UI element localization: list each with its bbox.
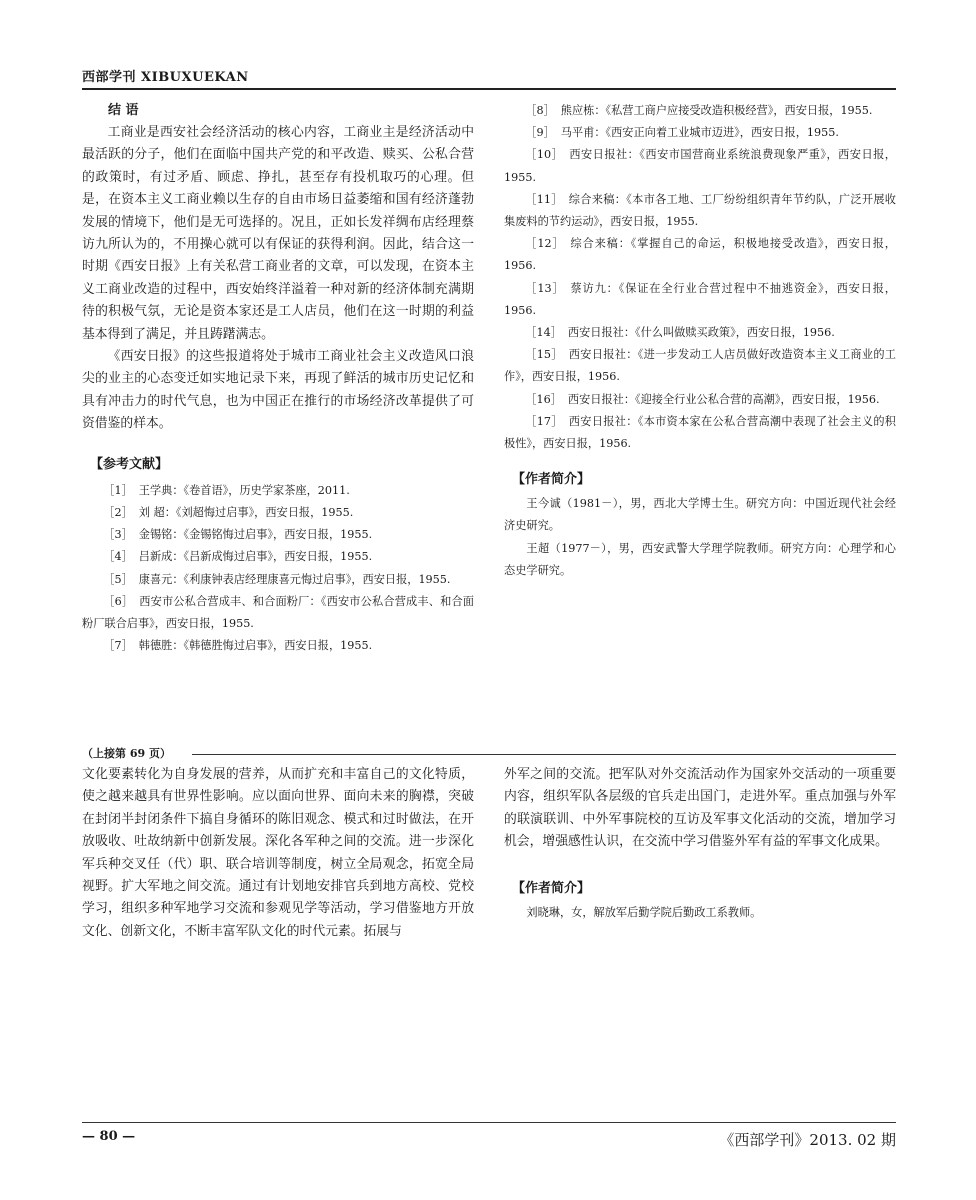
journal-issue: 《西部学刊》2013. 02 期 [719, 1131, 896, 1149]
continued-divider [82, 746, 896, 762]
reference-item: ［1］ 王学典：《卷首语》，历史学家茶座，2011. [103, 483, 350, 497]
author-item: 王超（1977－），男，西安武警大学理学院教师。研究方向：心理学和心态史学研究。 [504, 541, 896, 577]
page-footer [82, 1122, 896, 1153]
reference-item: ［6］ 西安市公私合营成丰、和合面粉厂：《西安市公私合营成丰、和合面粉厂联合启事》，西安日报，1955. [82, 594, 474, 630]
left-column [82, 100, 474, 657]
reference-item: ［8］ 熊应栋：《私营工商户应接受改造积极经营》，西安日报，1955. [525, 104, 873, 117]
continued-left-column [82, 764, 474, 943]
reference-item: ［11］ 综合来稿：《本市各工地、工厂纷纷组织青年节约队，广泛开展收集废料的节约运动》，西安日报，1955. [504, 192, 896, 229]
continued-right-paragraph: 外军之间的交流。把军队对外交流活动作为国家外交活动的一项重要内容，组织军队各层级的官兵走出国门，走进外军。重点加强与外军的联演联训、中外军事院校的互访及军事文化活动的交流，增加学习机会，增强感性认识，在交流中学习借鉴外军有益的军事文化成果。 [504, 767, 896, 850]
conclusion-body [82, 122, 474, 436]
conclusion-paragraph-1: 工商业是西安社会经济活动的核心内容，工商业主是经济活动中最活跃的分子，他们在面临中国共产党的和平改造、赎买、公私合营的政策时，有过矛盾、顾虑、挣扎，甚至存有投机取巧的心理。但是，在资本主义工商业赖以生存的自由市场日益萎缩和国有经济蓬勃发展的情境下，他们是无可选择的。况且，正如长发祥绸布店经理蔡访九所认为的，不用操心就可以有保证的获得利润。因此，结合这一时期《西安日报》上有关私营工商业者的文章，可以发现，在资本主义工商业改造的过程中，西安始终洋溢着一种对新的经济体制充满期待的积极气氛，无论是资本家还是工人店员，他们在这一时期的利益基本得到了满足，并且踌躇满志。 [82, 125, 474, 342]
page-number: — 80 — [82, 1129, 136, 1144]
page-header [82, 64, 896, 88]
conclusion-title: 结 语 [108, 103, 139, 118]
reference-item: ［12］ 综合来稿：《掌握自己的命运，积极地接受改造》，西安日报，1956. [504, 237, 896, 273]
continued-right-column [504, 764, 896, 924]
reference-item: ［4］ 吕新成：《吕新成悔过启事》，西安日报，1955. [103, 550, 373, 564]
reference-item: ［10］ 西安日报社：《西安市国营商业系统浪费现象严重》，西安日报，1955. [504, 148, 896, 184]
author-item: 王今诚（1981－），男，西北大学博士生。研究方向：中国近现代社会经济史研究。 [504, 497, 896, 533]
continued-author-item: 刘晓琳，女，解放军后勤学院后勤政工系教师。 [526, 905, 762, 919]
reference-item: ［9］ 马平甫：《西安正向着工业城市迈进》，西安日报，1955. [525, 126, 839, 140]
journal-header: 西部学刊 XIBUXUEKAN [82, 70, 249, 85]
reference-item: ［16］ 西安日报社：《迎接全行业公私合营的高潮》，西安日报，1956. [525, 392, 880, 406]
continued-author-title: 【作者简介】 [512, 880, 591, 896]
reference-item: ［15］ 西安日报社：《进一步发动工人店员做好改造资本主义工商业的工作》，西安日报，1956. [504, 348, 896, 384]
conclusion-paragraph-2: 《西安日报》的这些报道将处于城市工商业社会主义改造风口浪尖的业主的心态变迁如实地记录下来，再现了鲜活的城市历史记忆和具有冲击力的时代气息，也为中国正在推行的市场经济改革提供了可资借鉴的样本。 [82, 349, 474, 432]
reference-item: ［5］ 康喜元：《利康钟表店经理康喜元悔过启事》，西安日报，1955. [103, 572, 451, 586]
author-info-list [504, 493, 896, 582]
continued-rule [192, 754, 896, 755]
author-info-title: 【作者简介】 [512, 472, 591, 488]
references-list-left [82, 480, 474, 658]
reference-item: ［17］ 西安日报社：《本市资本家在公私合营高潮中表现了社会主义的积极性》，西安日报，1956. [504, 414, 896, 451]
continued-left-paragraph: 文化要素转化为自身发展的营养，从而扩充和丰富自己的文化特质，使之越来越具有世界性影响。应以面向世界、面向未来的胸襟，突破在封闭半封闭条件下搞自身循环的陈旧观念、模式和过时做法，在开放吸收、吐故纳新中创新发展。深化各军种之间的交流。进一步深化军兵种交叉任（代）职、联合培训等制度，树立全局观念，拓宽全局视野。扩大军地之间交流。通过有计划地安排官兵到地方高校、党校学习，组织多种军地学习交流和参观见学等活动，学习借鉴地方开放文化、创新文化，不断丰富军队文化的时代元素。拓展与 [82, 767, 474, 939]
reference-item: ［2］ 刘 超：《刘超悔过启事》，西安日报，1955. [103, 505, 354, 519]
references-title: 【参考文献】 [90, 456, 169, 472]
right-column [504, 100, 896, 582]
reference-item: ［14］ 西安日报社：《什么叫做赎买政策》，西安日报，1956. [525, 326, 835, 340]
reference-item: ［7］ 韩德胜：《韩德胜悔过启事》，西安日报，1955. [103, 639, 373, 653]
reference-item: ［3］ 金锡铭：《金锡铭悔过启事》，西安日报，1955. [103, 528, 373, 542]
header-rule [82, 88, 896, 90]
reference-item: ［13］ 蔡访九：《保证在全行业合营过程中不抽逃资金》，西安日报，1956. [504, 281, 896, 317]
references-list-right [504, 100, 896, 455]
continued-from-label: （上接第 69 页） [82, 746, 177, 762]
